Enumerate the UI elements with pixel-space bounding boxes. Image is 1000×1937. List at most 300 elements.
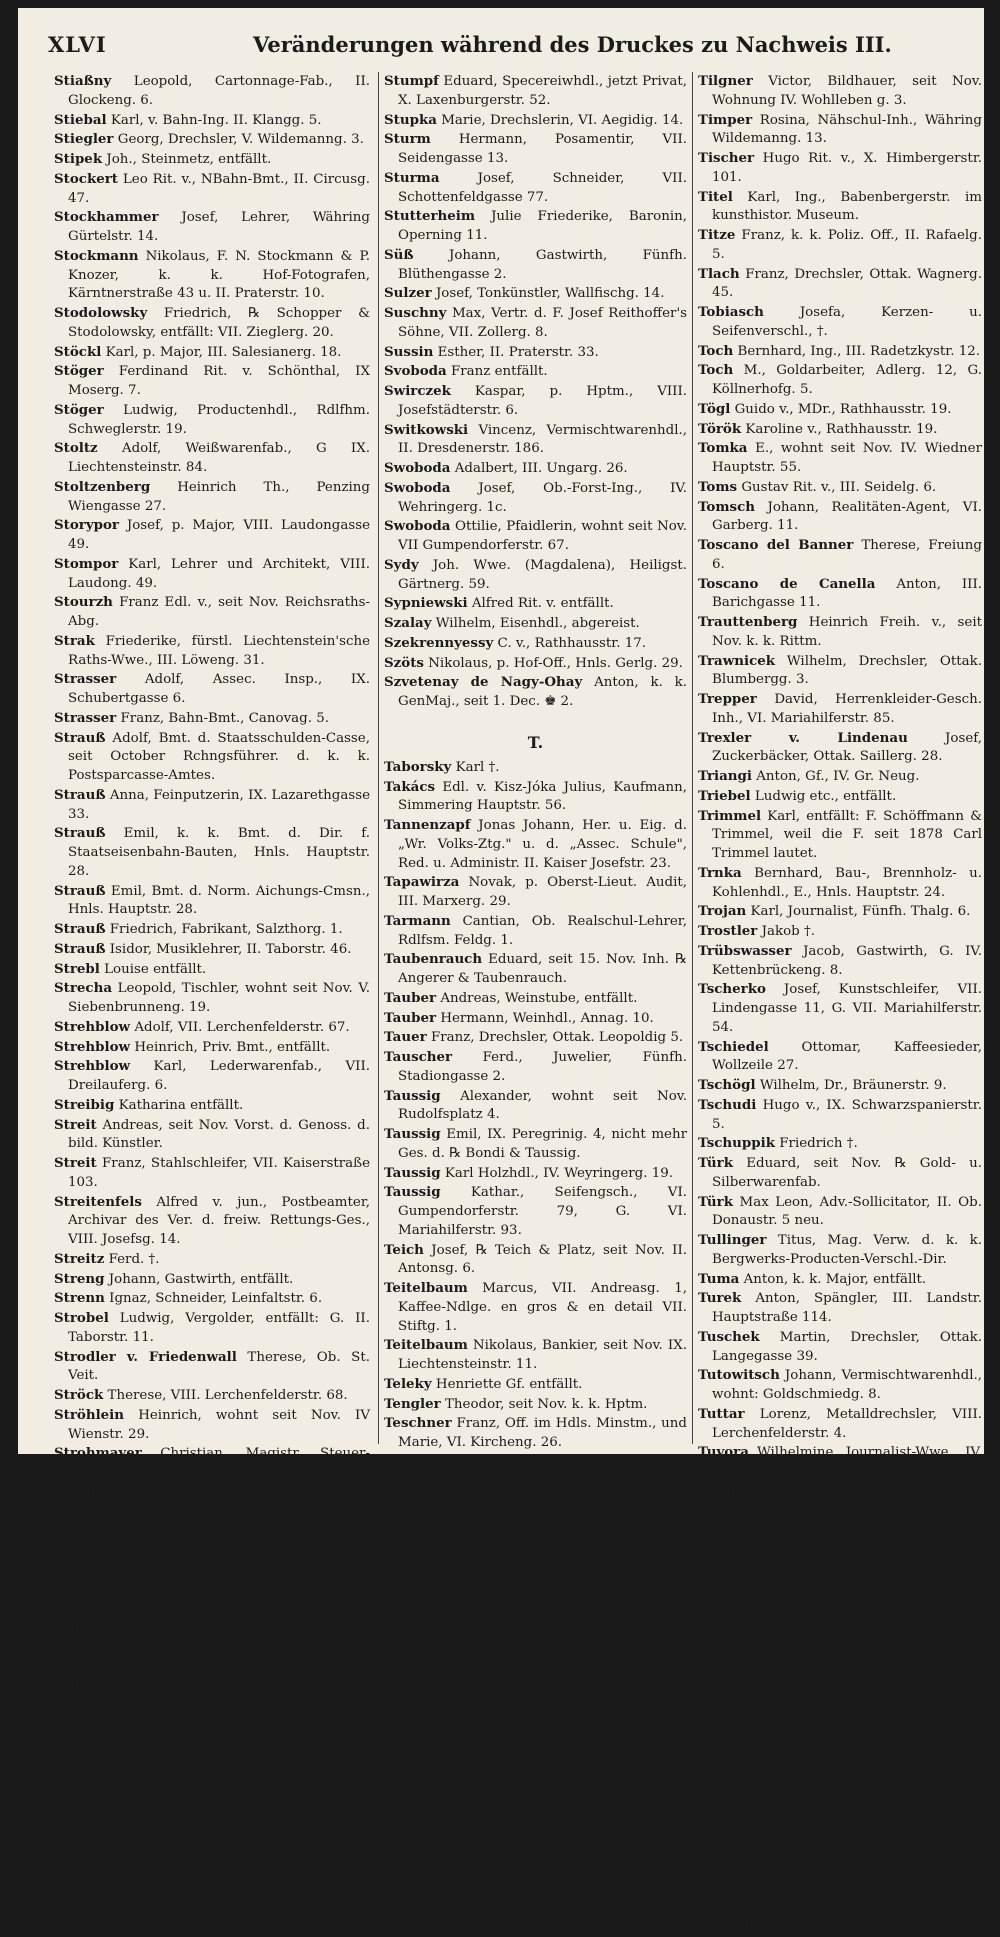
entry-details: Louise entfällt. xyxy=(104,962,206,977)
entry-details: Adolf, Weißwarenfab., G IX. Liechtensteinstr. 84. xyxy=(68,441,370,475)
entry-details: Karl †. xyxy=(456,760,500,775)
entry-details: Franz, Stahlschleifer, VII. Kaiserstraße 103. xyxy=(68,1156,370,1190)
entry-surname: Struppi xyxy=(54,1562,110,1578)
entry-details: Heinrich Th., Penzing Wiengasse 27. xyxy=(68,480,370,514)
entry-details: Josef, Cmsr. d. Gen. Insp. d. österr. Eisenbahnen, III. Landstr. Hauptstr. 70. xyxy=(398,1589,687,1623)
directory-entry xyxy=(698,1328,982,1367)
directory-entry xyxy=(384,1530,687,1587)
directory-entry xyxy=(698,1038,982,1077)
entry-details: Georg, Drechsler, V. Wildemanng. 3. xyxy=(118,132,364,147)
directory-entry xyxy=(698,729,982,768)
directory-entry xyxy=(384,1009,687,1029)
directory-entry xyxy=(54,72,370,111)
entry-surname: Trimmel xyxy=(698,808,761,824)
directory-column-2 xyxy=(384,72,687,1444)
entry-details: Josef, p. Major, VIII. Laudongasse 49. xyxy=(68,518,370,552)
entry-details: Adolf, VII. Lerchenfelderstr. 67. xyxy=(134,1020,349,1035)
directory-entry xyxy=(54,362,370,401)
directory-entry xyxy=(698,902,982,922)
directory-entry xyxy=(698,942,982,981)
entry-surname: Strak xyxy=(54,633,95,649)
entry-surname: Strauß xyxy=(54,883,106,899)
entry-details: Charles, k. k. Hof-Friseur, G. Kohlmarkt 2. vom Mai 1883 an Kohlmarkt 3. xyxy=(712,1574,982,1627)
entry-surname: Storypor xyxy=(54,517,119,533)
directory-entry xyxy=(698,864,982,903)
entry-surname: Umbauer xyxy=(698,1880,767,1896)
entry-surname: Strecha xyxy=(54,980,112,996)
entry-details: Karl, Lederwarenfab., VII. Dreilauferg. 6. xyxy=(68,1059,370,1093)
entry-surname: Taussig xyxy=(384,1184,441,1200)
directory-entry xyxy=(54,1676,370,1715)
entry-details: Wilhelm, Drechsler, Ottak. Blumbergg. 3. xyxy=(712,654,982,688)
entry-surname: Tschiedel xyxy=(698,1039,769,1055)
directory-entry xyxy=(54,729,370,786)
directory-entry xyxy=(384,758,687,778)
entry-surname: Teucher xyxy=(384,1454,444,1470)
entry-surname: Trnka xyxy=(698,865,742,881)
directory-entry xyxy=(384,246,687,285)
entry-surname: Strauß xyxy=(54,787,106,803)
entry-surname: Tannenzapf xyxy=(384,817,471,833)
entry-surname: Ullmann xyxy=(698,1650,762,1666)
entry-details: Josef, Zuckerbäcker, Ottak. Saillerg. 28. xyxy=(712,731,982,765)
directory-entry xyxy=(54,1619,370,1676)
entry-surname: Stiegler xyxy=(54,131,114,147)
entry-details: Karl, Ing., Babenbergerstr. im kunsthistor. Museum. xyxy=(712,190,982,224)
directory-entry xyxy=(54,247,370,304)
directory-entry xyxy=(54,979,370,1018)
entry-surname: Stummer xyxy=(54,1600,124,1616)
entry-surname: Ullmann xyxy=(698,1689,762,1705)
entry-details: Heinrich, wohnt seit Nov. IV Wienstr. 29. xyxy=(68,1408,370,1442)
entry-details: Franz, Drechsler, Ottak. Wagnerg. 45. xyxy=(712,267,982,301)
directory-entry xyxy=(698,652,982,691)
entry-details: Josef, Ob.-Forst-Ing., IV. Wehringerg. 1c. xyxy=(398,481,687,515)
entry-surname: Streitenfels xyxy=(54,1194,142,1210)
directory-entry xyxy=(54,920,370,940)
entry-details: Theodor, seit Nov. k. k. Hptm. xyxy=(445,1397,647,1412)
entry-surname: Taussig xyxy=(384,1126,441,1142)
entry-surname: Toscano de Canella xyxy=(698,576,875,592)
directory-entry xyxy=(384,517,687,556)
directory-entry xyxy=(54,1193,370,1250)
directory-column-1 xyxy=(54,72,370,1444)
entry-details: Friedrich, ℞ Schopper & Stodolowsky, entfällt: VII. Zieglerg. 20. xyxy=(68,306,370,340)
entry-surname: Teschner xyxy=(384,1415,452,1431)
entry-details: Friedrich, Fabrikant, Salzthorg. 1. xyxy=(110,922,343,937)
entry-details: Ludwig etc., entfällt. xyxy=(755,789,896,804)
directory-entry xyxy=(384,1336,687,1375)
entry-surname: Trexler v. Lindenau xyxy=(698,730,908,746)
directory-entry xyxy=(54,1503,370,1523)
directory-entry xyxy=(384,343,687,363)
entry-surname: Tschuppik xyxy=(698,1135,775,1151)
directory-entry xyxy=(54,1038,370,1058)
entry-surname: Toms xyxy=(698,479,737,495)
entry-details: Johann, Gastwirth, entfällt. xyxy=(109,1272,293,1287)
entry-surname: Stoltzenberg xyxy=(54,479,150,495)
directory-entry xyxy=(698,575,982,614)
entry-details: Karl, entfällt: F. Schöffmann & Trimmel, weil die F. seit 1878 Carl Trimmel lautet. xyxy=(712,809,982,862)
entry-details: Eduard, seit 15. Nov. Inh. ℞ Angerer & Taubenrauch. xyxy=(398,952,687,986)
entry-surname: Stöger xyxy=(54,402,104,418)
directory-entry xyxy=(384,459,687,479)
directory-entry xyxy=(698,439,982,478)
entry-surname: Strohmayer xyxy=(54,1484,142,1500)
entry-details: Anton, k. k. Major, entfällt. xyxy=(744,1272,927,1287)
entry-details: Anton, k. k. GenMaj., seit 1. Dec. ♚ 2. xyxy=(398,675,687,709)
directory-column-3 xyxy=(698,72,982,1444)
entry-surname: Sturm xyxy=(384,131,431,147)
entry-details: Max, Vertr. d. F. Josef Reithoffer's Söhne, VII. Zollerg. 8. xyxy=(398,306,687,340)
directory-entry xyxy=(54,1057,370,1096)
entry-surname: Takács xyxy=(384,779,435,795)
entry-details: Karl, p. Major, III. Salesianerg. 18. xyxy=(106,345,342,360)
entry-surname: Szöts xyxy=(384,655,424,671)
directory-entry xyxy=(384,1048,687,1087)
entry-surname: Swoboda xyxy=(384,460,450,476)
directory-entry xyxy=(698,1482,982,1502)
directory-entry xyxy=(698,1270,982,1290)
entry-surname: Sturma xyxy=(384,170,440,186)
directory-entry xyxy=(54,343,370,363)
entry-details: Ferd. †. xyxy=(109,1252,160,1267)
entry-surname: Titze xyxy=(698,227,735,243)
directory-entry xyxy=(698,1193,982,1232)
entry-details: C. v., Rathhausstr. 17. xyxy=(498,636,647,651)
entry-surname: Toscano del Banner xyxy=(698,537,853,553)
entry-surname: Strehblow xyxy=(54,1039,130,1055)
entry-surname: Strodler v. Friedenwall xyxy=(54,1349,237,1365)
directory-entry xyxy=(384,1395,687,1415)
directory-entry xyxy=(54,593,370,632)
directory-entry xyxy=(384,950,687,989)
directory-entry xyxy=(698,149,982,188)
directory-entry xyxy=(384,873,687,912)
entry-details: Ottomar, Kaffeesieder, Wollzeile 27. xyxy=(712,1040,982,1074)
entry-details: Jacob, Gastwirth, G. IV. Kettenbrückeng. 8. xyxy=(712,944,982,978)
entry-details: Andreas, Weinstube, entfällt. xyxy=(440,991,637,1006)
column-divider xyxy=(378,72,379,1444)
directory-entry xyxy=(698,1688,982,1745)
entry-details: Leo Rit. v., NBahn-Bmt., II. Circusg. 47. xyxy=(68,172,370,206)
entry-surname: Suschny xyxy=(384,305,446,321)
entry-details: Titus, Mag. Verw. d. k. k. Bergwerks-Producten-Verschl.-Dir. xyxy=(712,1233,982,1267)
entry-surname: Szalay xyxy=(384,615,432,631)
entry-details: Alfred v. jun., Postbeamter, Archivar des Ver. d. freiw. Rettungs-Ges., VIII. Josefsg. 14. xyxy=(68,1195,370,1248)
entry-surname: Stockhammer xyxy=(54,209,159,225)
entry-details: Franz, Bahn-Bmt., Canovag. 5. xyxy=(121,711,329,726)
entry-details: Novak, p. Oberst-Lieut. Audit, III. Marxerg. 29. xyxy=(398,875,687,909)
entry-details: Rosina, Nähschul-Inh., Währing Wildemanng. 13. xyxy=(712,113,982,147)
directory-entry xyxy=(384,989,687,1009)
entry-details: Adolf, Assec. Insp., IX. Schubertgasse 6. xyxy=(68,672,370,706)
entry-surname: Swoboda xyxy=(384,480,450,496)
directory-entry xyxy=(698,420,982,440)
entry-details: Marie, Drechslerin, VI. Aegidig. 14. xyxy=(441,113,683,128)
entry-surname: Tapawirza xyxy=(384,874,459,890)
entry-surname: Stockmann xyxy=(54,248,139,264)
entry-surname: Stockert xyxy=(54,171,118,187)
entry-surname: Stöckl xyxy=(54,344,101,360)
entry-details: Marcus, VII. Andreasg. 1, Kaffee-Ndlge. en gros & en detail VII. Stiftg. 1. xyxy=(398,1281,687,1334)
entry-surname: Struhatschek xyxy=(54,1523,154,1539)
entry-details: Henriette Gf. entfällt. xyxy=(436,1377,583,1392)
entry-details: Karl, Lehrer und Architekt, VIII. Laudong. 49. xyxy=(68,557,370,591)
entry-surname: Tlach xyxy=(698,266,740,282)
entry-details: Anna, Feinputzerin, IX. Lazarethgasse 33. xyxy=(68,788,370,822)
directory-entry xyxy=(384,284,687,304)
entry-surname: Tögl xyxy=(698,401,730,417)
entry-surname: Ullrich xyxy=(698,1784,750,1800)
entry-surname: Thornton xyxy=(384,1665,454,1681)
entry-details: Anton, Friseur, Währing Fürsteng. 17, G. Grünangerg. 12. xyxy=(712,1536,982,1570)
entry-details: Karoline v., Rathhausstr. 19. xyxy=(745,422,937,437)
entry-details: David, Herrenkleider-Gesch. Inh., VI. Mariahilferstr. 85. xyxy=(712,692,982,726)
entry-surname: Tuma xyxy=(698,1271,739,1287)
entry-surname: Teyschl xyxy=(384,1511,439,1527)
directory-entry xyxy=(384,1183,687,1240)
entry-surname: Triangi xyxy=(698,768,752,784)
directory-entry xyxy=(384,1241,687,1280)
entry-details: Hermann, Weinhdl., Annag. 10. xyxy=(440,1011,653,1026)
directory-entry xyxy=(54,1386,370,1406)
entry-surname: Strauß xyxy=(54,941,106,957)
entry-details: Vincenz, Vermischtwarenhdl., II. Dresdenerstr. 186. xyxy=(398,423,687,457)
entry-surname: Stöger xyxy=(54,363,104,379)
directory-entry xyxy=(698,1076,982,1096)
entry-details: Hugo Rit. v., X. Himbergerstr. 101. xyxy=(712,151,982,185)
entry-surname: Trauttenberg xyxy=(698,614,797,630)
entry-details: Emil, Bmt. d. Norm. Aichungs-Cmsn., Hnls. Hauptstr. 28. xyxy=(68,884,370,918)
directory-entry xyxy=(698,1231,982,1270)
directory-entry xyxy=(54,1154,370,1193)
directory-entry xyxy=(384,614,687,634)
directory-entry xyxy=(54,439,370,478)
entry-details: Therese, Ob. St. Veit. xyxy=(68,1350,370,1384)
column-divider xyxy=(692,72,693,1444)
directory-entry xyxy=(54,516,370,555)
directory-entry xyxy=(384,362,687,382)
entry-details: Josef, Tonkünstler, Wallfischg. 14. xyxy=(436,286,665,301)
entry-surname: Tilgner xyxy=(698,73,753,89)
directory-entry xyxy=(698,690,982,729)
entry-details: Victor, MDr., seit Nov. VII. Siebensterng. 46. xyxy=(68,1563,370,1597)
directory-entry xyxy=(54,940,370,960)
entry-details: Josefa, Kerzen- u. Seifenverschl., †. xyxy=(712,305,982,339)
entry-surname: Thuranszky xyxy=(384,1704,471,1720)
letter-heading: U. xyxy=(698,1508,982,1530)
directory-entry xyxy=(54,304,370,343)
directory-entry xyxy=(54,1483,370,1503)
entry-surname: Strasser xyxy=(54,671,116,687)
entry-details: Nikolaus, p. Hof-Off., Hnls. Gerlg. 29. xyxy=(428,656,683,671)
directory-entry xyxy=(384,912,687,951)
entry-details: Cantian, Ob. Realschul-Lehrer, Rdlfsm. Feldg. 1. xyxy=(398,914,687,948)
directory-entry xyxy=(698,1534,982,1573)
directory-entry xyxy=(384,1414,687,1453)
entry-surname: Triebel xyxy=(698,788,751,804)
entry-surname: Stiebal xyxy=(54,112,107,128)
entry-details: Kaspar, p. Hptm., VIII. Josefstädterstr. 6. xyxy=(398,384,687,418)
entry-details: Andreas, seit Nov. Vorst. d. Genoss. d. bild. Künstler. xyxy=(68,1118,370,1152)
entry-details: E., wohnt seit Nov. IV. Wiedner Hauptstr. 55. xyxy=(712,441,982,475)
entry-surname: Trawnicek xyxy=(698,653,775,669)
entry-details: Franz, k. k. Poliz. Off., II. Rafaelg. 5. xyxy=(712,228,982,262)
entry-surname: Tomsch xyxy=(698,499,755,515)
directory-entry xyxy=(384,1626,687,1665)
entry-details: Hermann, Posamentir, VII. Seidengasse 13. xyxy=(398,132,687,166)
directory-entry xyxy=(698,1822,982,1879)
directory-page xyxy=(18,8,984,1454)
entry-surname: Ströck xyxy=(54,1387,103,1403)
entry-details: Franz, Goldarbeiter, G. VIII. Florianigasse 5. xyxy=(398,1628,687,1662)
directory-entry xyxy=(698,1745,982,1784)
entry-surname: Uhl xyxy=(698,1573,725,1589)
directory-entry xyxy=(698,613,982,652)
entry-details: Max Leon, Adv.-Sollicitator, II. Ob. Donaustr. 5 neu. xyxy=(712,1195,982,1229)
entry-surname: Szekrennyessy xyxy=(384,635,493,651)
directory-entry xyxy=(698,1096,982,1135)
directory-entry xyxy=(384,654,687,674)
entry-surname: Thallinger xyxy=(384,1531,462,1547)
entry-surname: Trojan xyxy=(698,903,746,919)
entry-surname: Toch xyxy=(698,343,733,359)
entry-details: Ludwig, Productenhdl., Rdlfhm. Schweglerstr. 19. xyxy=(68,403,370,437)
directory-entry xyxy=(54,111,370,131)
entry-details: Edl. v. Kisz-Jóka Julius, Kaufmann, Simmering Hauptstr. 56. xyxy=(398,780,687,814)
entry-details: Adolf, Bmt. d. Staatsschulden-Casse, seit October Rchngsführer. d. k. k. Postsparcasse-Amtes. xyxy=(68,731,370,784)
directory-entry xyxy=(384,778,687,817)
directory-entry xyxy=(698,342,982,362)
entry-surname: Tischer xyxy=(698,150,754,166)
directory-entry xyxy=(54,632,370,671)
directory-entry xyxy=(698,1405,982,1444)
directory-entry xyxy=(384,72,687,111)
entry-details: Josef, Lehrer, Währing Gürtelstr. 14. xyxy=(68,210,370,244)
entry-surname: Streitz xyxy=(54,1251,104,1267)
entry-details: Antonie, Pfaidlerin, entfällt. xyxy=(128,1601,317,1616)
entry-surname: Tauber xyxy=(384,990,436,1006)
entry-details: Emil, IX. Peregrinig. 4, nicht mehr Ges. d. ℞ Bondi & Taussig. xyxy=(398,1127,687,1161)
entry-surname: Streibig xyxy=(54,1097,114,1113)
entry-surname: Ther xyxy=(384,1627,419,1643)
directory-entry xyxy=(698,400,982,420)
entry-details: Josef, Zimmermeister, Sechshaus Gemeindeg. 1. xyxy=(68,1524,370,1558)
entry-details: Friedrich †. xyxy=(779,1136,858,1151)
directory-entry xyxy=(384,1453,687,1510)
directory-entry xyxy=(54,1348,370,1387)
entry-details: Franz entfällt. xyxy=(451,364,548,379)
directory-entry xyxy=(698,1134,982,1154)
entry-details: Josef, seit Nov. k. k. Major. xyxy=(114,1505,295,1520)
entry-details: Martin, Drechsler, Ottak. Langegasse 39. xyxy=(712,1330,982,1364)
directory-entry xyxy=(698,767,982,787)
entry-details: Heinrich, Priv. Bmt., entfällt. xyxy=(134,1040,330,1055)
entry-details: Guido v., MDr., Rathhausstr. 19. xyxy=(735,402,952,417)
directory-entry xyxy=(54,401,370,440)
entry-details: Emil, k. k. Bmt. d. Dir. f. Staatseisenbahn-Bauten, Hnls. Hauptstr. 28. xyxy=(68,826,370,879)
directory-entry xyxy=(698,226,982,265)
entry-surname: Sypniewski xyxy=(384,595,468,611)
entry-surname: Stiaßny xyxy=(54,73,111,89)
entry-details: Wilhelm, Eisenhdl., abgereist. xyxy=(436,616,640,631)
entry-details: M., Goldarbeiter, Adlerg. 12, G. Köllnerhofg. 5. xyxy=(712,363,982,397)
entry-details: Adalbert, III. Ungarg. 26. xyxy=(455,461,628,476)
entry-surname: Streit xyxy=(54,1117,97,1133)
directory-entry xyxy=(384,1125,687,1164)
entry-surname: Tauber xyxy=(384,1010,436,1026)
entry-surname: Tengler xyxy=(384,1396,441,1412)
directory-entry xyxy=(698,188,982,227)
entry-surname: Tuvora xyxy=(698,1444,749,1460)
entry-surname: Uhl xyxy=(698,1630,725,1646)
entry-details: Jonas Johann, Her. u. Eig. d. „Wr. Volks-Ztg." u. d. „Assec. Schule", Red. u. Administr. II. Kaiser Josefstr. 23. xyxy=(398,818,687,871)
entry-details: Wilhelm, Bettwarenerz., VI. Windmühlg. 27. xyxy=(398,1666,687,1700)
entry-surname: Strasser xyxy=(54,710,116,726)
directory-entry xyxy=(54,960,370,980)
entry-details: Friederike, fürstl. Liechtenstein'sche Raths-Wwe., III. Löweng. 31. xyxy=(68,634,370,668)
directory-entry xyxy=(698,1289,982,1328)
entry-details: Wilhelmine, Journalist-Wwe., IV. Schwindg. 19. xyxy=(712,1445,982,1479)
directory-entry xyxy=(54,824,370,881)
entry-details: Esther, II. Praterstr. 33. xyxy=(438,345,599,360)
entry-details: Franz Edl. v., seit Nov. Reichsraths-Abg. xyxy=(68,595,370,629)
entry-surname: Strebl xyxy=(54,961,100,977)
entry-details: Josef, ℞ Teich & Platz, seit Nov. II. Antonsg. 6. xyxy=(398,1243,687,1277)
directory-entry xyxy=(54,1270,370,1290)
directory-entry xyxy=(54,1116,370,1155)
directory-entry xyxy=(54,1522,370,1561)
entry-details: Johann, Gastwirth, Fünfh. Blüthengasse 2. xyxy=(398,248,687,282)
directory-entry xyxy=(384,816,687,873)
entry-details: Alfred Rit. v. entfällt. xyxy=(472,596,614,611)
entry-surname: Teitelbaum xyxy=(384,1337,468,1353)
page-number: XLVI xyxy=(48,32,107,57)
entry-surname: Sulzer xyxy=(384,285,432,301)
entry-surname: Stodolowsky xyxy=(54,305,147,321)
entry-surname: Tauscher xyxy=(384,1049,452,1065)
directory-entry xyxy=(54,1406,370,1445)
entry-surname: Teitelbaum xyxy=(384,1280,468,1296)
entry-details: Alexander, wohnt seit Nov. Rudolfsplatz 4. xyxy=(398,1089,687,1123)
entry-details: Ottilie, Pfaidlerin, wohnt seit Nov. VII Gumpendorferstr. 67. xyxy=(398,519,687,553)
directory-entry xyxy=(384,673,687,712)
entry-details: Katharina entfällt. xyxy=(119,1098,244,1113)
directory-entry xyxy=(698,536,982,575)
entry-surname: Strosse xyxy=(54,1504,109,1520)
entry-surname: Tichy xyxy=(384,1742,425,1758)
entry-details: Heinrich Freih. v., seit Nov. k. k. Rittm. xyxy=(712,615,982,649)
entry-surname: Swirczek xyxy=(384,383,451,399)
directory-entry xyxy=(54,1444,370,1483)
entry-surname: Titel xyxy=(698,189,733,205)
entry-details: Kathar., Seifengsch., VI. Gumpendorferstr. 79, G. VI. Mariahilferstr. 93. xyxy=(398,1185,687,1238)
directory-entry xyxy=(384,382,687,421)
entry-details: Hermine v., VIII. Buchfeldgasse 10. xyxy=(398,1705,687,1739)
directory-entry xyxy=(54,786,370,825)
entry-details: Therese, Freiung 6. xyxy=(712,538,982,572)
entry-details: Therese, VIII. Lerchenfelderstr. 68. xyxy=(108,1388,348,1403)
directory-entry xyxy=(384,594,687,614)
entry-details: Franz, Drechsler, Ottak. Leopoldig 5. xyxy=(431,1030,683,1045)
entry-details: Gustav Rit. v., III. Seidelg. 6. xyxy=(741,480,936,495)
entry-details: Eduard, Specereiwhdl., jetzt Privat, X. Laxenburgerstr. 52. xyxy=(398,74,687,108)
entry-details: Joh., Steinmetz, entfällt. xyxy=(106,152,271,167)
entry-details: Eduard, seit Nov. ℞ Gold- u. Silberwarenfab. xyxy=(712,1156,982,1190)
directory-entry xyxy=(384,421,687,460)
entry-surname: Uhl xyxy=(698,1535,725,1551)
